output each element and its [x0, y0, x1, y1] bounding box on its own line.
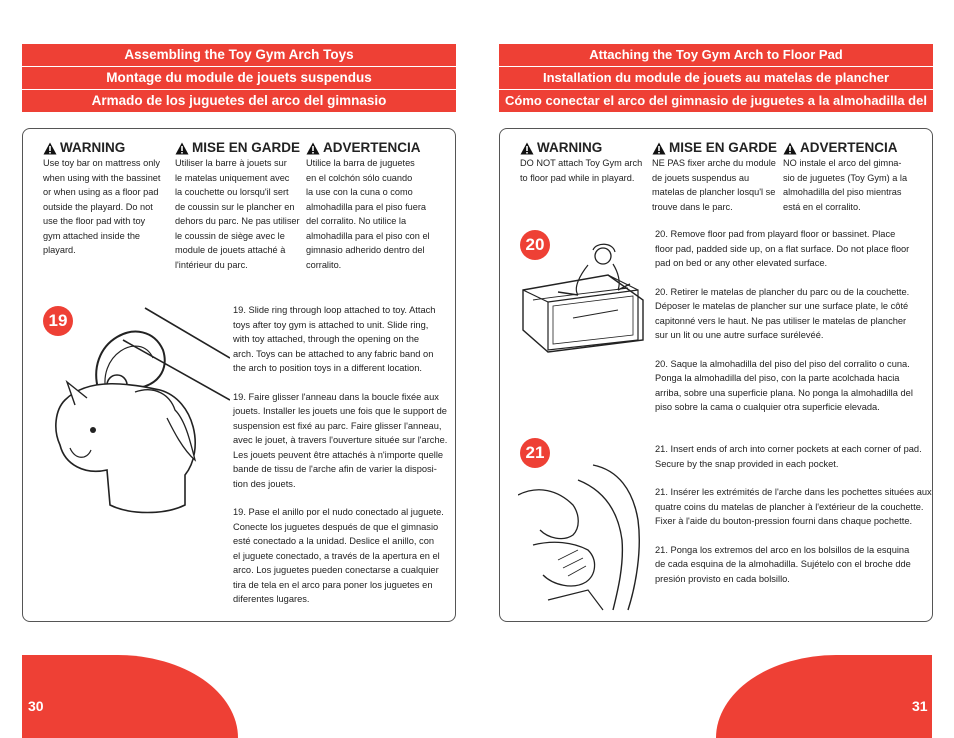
- text-line: outside the playard. Do not: [43, 201, 153, 212]
- text-line: Conecte los juguetes después de que el gimnasio: [233, 521, 439, 532]
- text-line: suspension est fixé au parc. Faire glisser l'anneau,: [233, 420, 442, 431]
- text-line: la couchette ou lorsqu'il sert: [175, 187, 289, 197]
- left-warning-en: WARNING Use toy bar on mattress only when using with the bassinet or when using as a floor pad outside the playard. Do not use the floor pad with toy gym attached inside the playard.: [43, 140, 173, 258]
- page-number-left: 30: [28, 698, 44, 714]
- text-line: to floor pad while in playard.: [520, 172, 635, 183]
- text-line: bande de tissu de l'arche afin de varier la disposi-: [233, 464, 437, 474]
- text-line: la use con la cuna o como: [306, 187, 413, 197]
- text-line: 21. Ponga los extremos del arco en los bolsillos de la esquina: [655, 544, 910, 555]
- text-line: arriba, sobre una superficie plana. No ponga la almohadilla del: [655, 387, 913, 398]
- right-warning-en: WARNING DO NOT attach Toy Gym arch to floor pad while in playard.: [520, 140, 650, 185]
- left-warning-fr: MISE EN GARDE Utiliser la barre à jouets sur le matelas uniquement avec la couchette ou lorsqu'il sert de coussin sur le plancher en dehors du parc. Ne pas utiliser le coussin de siège avec le module de jouets attaché à l'intérieur du parc.: [175, 140, 305, 272]
- text-line: 20. Remove floor pad from playard floor or bassinet. Place: [655, 229, 896, 239]
- text-line: corralito.: [306, 259, 342, 270]
- text-line: sur un lit ou une autre surface surélevéé.: [655, 330, 824, 340]
- step-19-fr: [233, 390, 448, 492]
- warning-triangle-icon: [43, 142, 57, 155]
- text-line: de cada esquina de la almohadilla. Sujételo con el broche dde: [655, 559, 911, 569]
- text-line: Les jouets peuvent être attachés à n'importe quelle: [233, 449, 444, 460]
- text-line: matelas de plancher losqu'l se: [652, 187, 776, 197]
- step-19-badge: 19: [43, 306, 73, 336]
- text-line: diferentes lugares.: [233, 594, 310, 604]
- text-line: Utiliser la barre à jouets sur: [175, 158, 287, 168]
- right-warning-es-text: [783, 156, 913, 214]
- step-20-en: [655, 227, 930, 271]
- text-line: gym attached inside the: [43, 230, 141, 241]
- step-21-instructions: [655, 442, 933, 600]
- text-line: almohadilla para el piso con el: [306, 230, 430, 241]
- text-line: del corralito. No utilice la: [306, 216, 407, 226]
- left-header-fr: Montage du module de jouets suspendus: [22, 67, 456, 89]
- text-line: el juguete conectado, a través de la apertura en el: [233, 550, 440, 561]
- right-header-en: Attaching the Toy Gym Arch to Floor Pad: [499, 44, 933, 66]
- right-header-es: Cómo conectar el arco del gimnasio de juguetes a la almohadilla del piso: [499, 90, 933, 112]
- text-line: toys after toy gym is attached to unit. Slide ring,: [233, 319, 429, 330]
- text-line: tion des jouets.: [233, 478, 296, 489]
- text-line: DO NOT attach Toy Gym arch: [520, 158, 643, 168]
- text-line: trouve dans le parc.: [652, 201, 733, 212]
- text-line: 21. Insérer les extrémités de l'arche dans les pochettes situées aux: [655, 487, 932, 497]
- left-warning-es-text: [306, 156, 436, 272]
- text-line: arco. Los juguetes pueden conectarse a cualquier: [233, 565, 439, 575]
- text-line: l'intérieur du parc.: [175, 259, 248, 270]
- step-20-fr: [655, 285, 930, 343]
- text-line: 19. Pase el anillo por el nudo conectado al juguete.: [233, 507, 444, 517]
- text-line: de coussin sur le plancher en: [175, 201, 295, 212]
- text-line: 20. Retirer le matelas de plancher du parc ou de la couchette.: [655, 286, 910, 297]
- right-header-fr: Installation du module de jouets au matelas de plancher: [499, 67, 933, 89]
- text-line: when using with the bassinet: [43, 172, 161, 183]
- text-line: de jouets suspendus au: [652, 172, 750, 183]
- step-20-badge: 20: [520, 230, 550, 260]
- text-line: or when using as a floor pad: [43, 187, 159, 197]
- step-19-instructions: [233, 303, 448, 621]
- left-header-en: Assembling the Toy Gym Arch Toys: [22, 44, 456, 66]
- text-line: en el colchón sólo cuando: [306, 172, 413, 183]
- text-line: playard.: [43, 245, 76, 255]
- text-line: 21. Insert ends of arch into corner pockets at each corner of pad.: [655, 444, 922, 454]
- text-line: Utilice la barra de juguetes: [306, 158, 415, 168]
- text-line: almohadilla para el piso fuera: [306, 201, 427, 212]
- text-line: the arch to position toys in a different location.: [233, 363, 422, 373]
- step-21-en: [655, 442, 933, 471]
- left-footer-band: [22, 655, 238, 738]
- text-line: with toy attached, through the opening on the: [233, 334, 420, 344]
- text-line: Ponga la almohadilla del piso, con la parte acolchada hacia: [655, 373, 900, 383]
- text-line: capitonné vers le haut. Ne pas utiliser le matelas de plancher: [655, 315, 907, 326]
- text-line: dehors du parc. Ne pas utiliser: [175, 216, 300, 226]
- text-line: tira de tela en el arco para poner los juguetes en: [233, 579, 433, 590]
- left-warning-es: ADVERTENCIA Utilice la barra de juguetes en el colchón sólo cuando la use con la cuna o como almohadilla para el piso fuera del corralito. No utilice la almohadilla para el piso con el gimnasio adherido dentro del corralito.: [306, 140, 436, 272]
- text-line: piso sobre la cama o cualquier otra superficie elevada.: [655, 402, 880, 412]
- playard-floor-pad-illustration: [518, 240, 646, 358]
- text-line: 19. Slide ring through loop attached to toy. Attach: [233, 305, 436, 315]
- step-21-badge: 21: [520, 438, 550, 468]
- warning-triangle-icon: [652, 142, 666, 155]
- warning-triangle-icon: [306, 142, 320, 155]
- text-line: NO instale el arco del gimna-: [783, 158, 902, 168]
- text-line: presión provisto en cada bolsillo.: [655, 573, 790, 584]
- text-line: 19. Faire glisser l'anneau dans la boucle fixée aux: [233, 391, 439, 402]
- step-20-instructions: [655, 227, 930, 429]
- text-line: 20. Saque la almohadilla del piso del piso del corralito o cuna.: [655, 358, 910, 369]
- text-line: use the floor pad with toy: [43, 216, 146, 226]
- text-line: module de jouets attaché à: [175, 245, 286, 255]
- left-warning-en-text: [43, 156, 173, 258]
- page-number-right: 31: [912, 698, 928, 714]
- toy-horse-illustration: [45, 300, 230, 530]
- text-line: Secure by the snap provided in each pocket.: [655, 458, 839, 469]
- arch-corner-pocket-illustration: [518, 450, 648, 615]
- text-line: Use toy bar on mattress only: [43, 158, 160, 168]
- step-21-es: [655, 543, 933, 587]
- right-warning-en-text: [520, 156, 650, 185]
- text-line: sio de juguetes (Toy Gym) a la: [783, 172, 908, 183]
- warning-triangle-icon: [520, 142, 534, 155]
- step-19-es: [233, 505, 448, 607]
- text-line: pad on bed or any other elevated surface.: [655, 258, 828, 268]
- text-line: Fixer à l'aide du bouton-pression fourni dans chaque pochette.: [655, 516, 913, 526]
- right-warning-es: ADVERTENCIA NO instale el arco del gimna- sio de juguetes (Toy Gym) a la almohadilla del piso mientras está en el corralito.: [783, 140, 913, 214]
- right-warning-fr-text: [652, 156, 782, 214]
- left-header-es: Armado de los juguetes del arco del gimnasio: [22, 90, 456, 112]
- text-line: quatre coins du matelas de plancher à l'extérieur de la couchette.: [655, 501, 924, 512]
- text-line: le coussin de siège avec le: [175, 230, 285, 241]
- text-line: floor pad, padded side up, on a flat surface. Do not place floor: [655, 243, 910, 254]
- warning-triangle-icon: [783, 142, 797, 155]
- text-line: NE PAS fixer arche du module: [652, 158, 776, 168]
- right-footer-band: [716, 655, 932, 738]
- text-line: arch. Toys can be attached to any fabric band on: [233, 348, 434, 359]
- text-line: Déposer le matelas de plancher sur une surface plate, le côté: [655, 301, 909, 311]
- text-line: le matelas uniquement avec: [175, 172, 290, 183]
- text-line: almohadilla del piso mientras: [783, 187, 902, 197]
- step-20-es: [655, 357, 930, 415]
- step-21-fr: [655, 485, 933, 529]
- text-line: jouets. Installer les jouets une fois que le support de: [233, 406, 447, 416]
- warning-triangle-icon: [175, 142, 189, 155]
- right-warning-fr: MISE EN GARDE NE PAS fixer arche du module de jouets suspendus au matelas de plancher losqu'l se trouve dans le parc.: [652, 140, 782, 214]
- step-19-en: [233, 303, 448, 376]
- text-line: gimnasio adherido dentro del: [306, 245, 425, 255]
- text-line: esté conectado a la unidad. Deslice el anillo, con: [233, 536, 435, 546]
- text-line: está en el corralito.: [783, 201, 861, 212]
- text-line: avec le jouet, à travers l'ouverture située sur l'arche.: [233, 435, 448, 445]
- left-warning-fr-text: [175, 156, 305, 272]
